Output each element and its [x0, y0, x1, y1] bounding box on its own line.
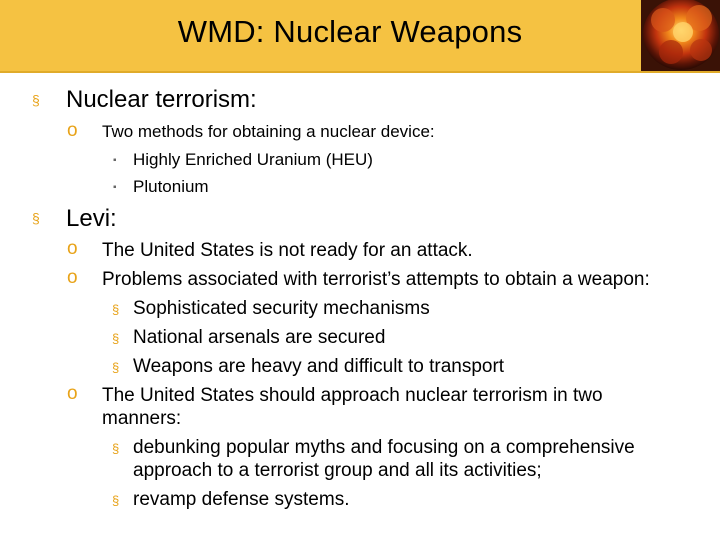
bullet-level3: §: [112, 331, 120, 346]
list-item: Highly Enriched Uranium (HEU): [133, 150, 373, 169]
bullet-level2: o: [67, 383, 78, 404]
section1-heading: Nuclear terrorism:: [66, 86, 257, 113]
section2-point2: Problems associated with terrorist’s attempts to obtain a weapon:: [102, 269, 650, 290]
section2-point3-line2: manners:: [102, 408, 182, 429]
list-item: Plutonium: [133, 177, 209, 196]
bullet-level1: §: [32, 210, 40, 226]
bullet-level1: §: [32, 92, 40, 108]
section1-sub: Two methods for obtaining a nuclear device:: [102, 122, 435, 141]
bullet-level2: o: [67, 267, 78, 288]
bullet-level2: o: [67, 120, 78, 141]
list-item: Weapons are heavy and difficult to transport: [133, 356, 505, 377]
bullet-level3: §: [112, 360, 120, 375]
section2-point3-line1: The United States should approach nuclear terrorism in two: [102, 385, 603, 406]
bullet-level3: ▪: [113, 182, 117, 193]
bullet-level3: §: [112, 302, 120, 317]
list-item: revamp defense systems.: [133, 489, 350, 510]
explosion-image: [641, 0, 720, 71]
bullet-level2: o: [67, 238, 78, 259]
list-item-continuation: approach to a terrorist group and all its activities;: [133, 460, 542, 481]
bullet-level3: §: [112, 493, 120, 508]
list-item: National arsenals are secured: [133, 327, 386, 348]
bullet-level3: §: [112, 441, 120, 456]
list-item: Sophisticated security mechanisms: [133, 298, 430, 319]
slide-title: WMD: Nuclear Weapons: [177, 14, 523, 49]
section2-heading: Levi:: [66, 205, 117, 232]
list-item: debunking popular myths and focusing on a comprehensive: [133, 437, 635, 458]
section2-point1: The United States is not ready for an attack.: [102, 240, 473, 261]
bullet-level3: ▪: [113, 155, 117, 166]
